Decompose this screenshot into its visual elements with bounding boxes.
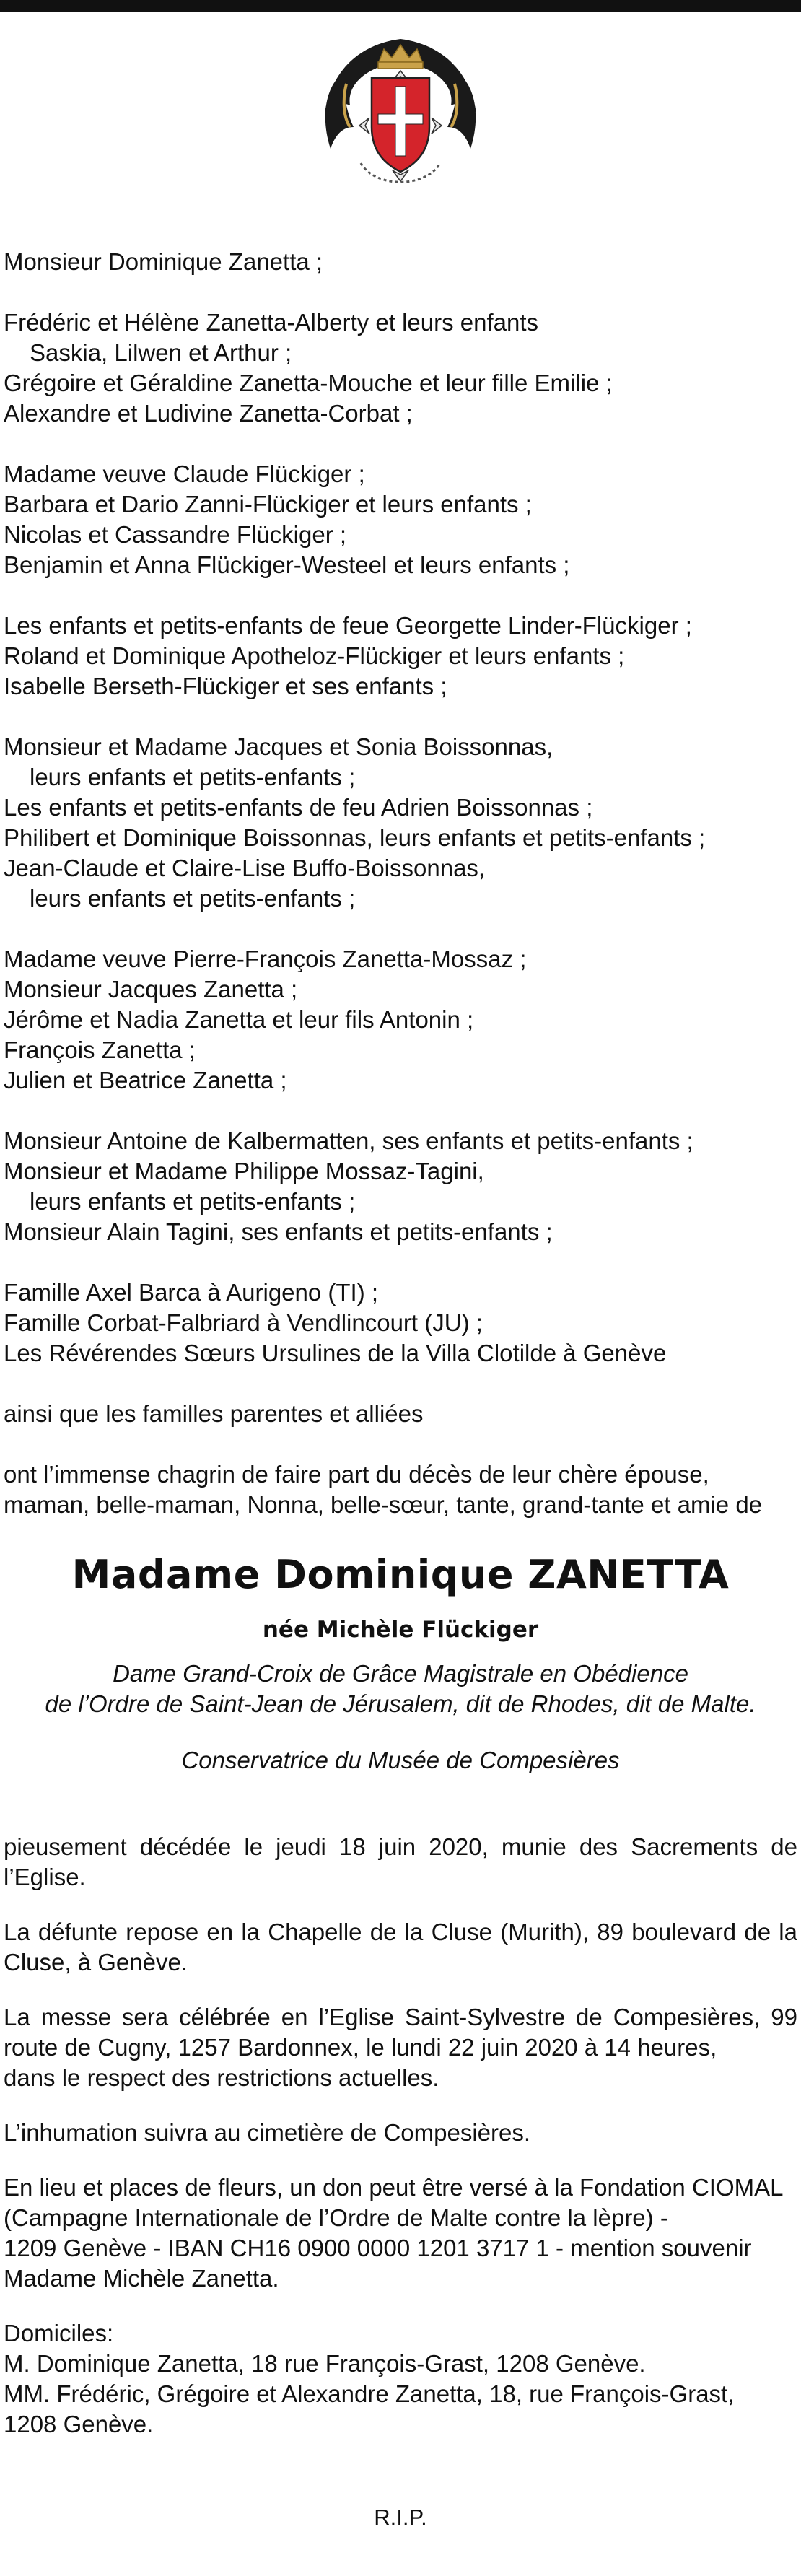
flowers-line: 1209 Genève - IBAN CH16 0900 0000 1201 3717 1 - mention souvenir <box>4 2235 752 2261</box>
announcement-line: maman, belle-maman, Nonna, belle-sœur, tante, grand-tante et amie de <box>4 1491 763 1518</box>
mourner-line: Monsieur Dominique Zanetta ; <box>4 248 323 275</box>
maiden-name: née Michèle Flückiger <box>262 1617 539 1643</box>
mourner-line: leurs enfants et petits-enfants ; <box>30 764 356 790</box>
domicile-line: MM. Frédéric, Grégoire et Alexandre Zanetta, 18, rue François-Grast, <box>4 2380 735 2407</box>
mourners-list <box>4 247 797 1520</box>
announcement-line: ont l’immense chagrin de faire part du décès de leur chère épouse, <box>4 1461 709 1488</box>
top-border <box>0 0 801 12</box>
flowers-line: En lieu et places de fleurs, un don peut être versé à la Fondation CIOMAL <box>4 2174 784 2201</box>
rip-closing: R.I.P. <box>374 2505 427 2530</box>
mourner-line: Famille Axel Barca à Aurigeno (TI) ; <box>4 1279 379 1306</box>
mourner-line: Jean-Claude et Claire-Lise Buffo-Boissonnas, <box>4 855 486 881</box>
mourner-line: Madame veuve Claude Flückiger ; <box>4 460 365 487</box>
mass-note: dans le respect des restrictions actuelles. <box>4 2064 439 2091</box>
flowers-line: (Campagne Internationale de l’Ordre de Malte contre la lèpre) - <box>4 2204 668 2231</box>
mourner-line: Alexandre et Ludivine Zanetta-Corbat ; <box>4 400 413 427</box>
honorific-line: de l’Ordre de Saint-Jean de Jérusalem, dit de Rhodes, dit de Malte. <box>45 1690 756 1717</box>
mourner-line: Famille Corbat-Falbriard à Vendlincourt (JU) ; <box>4 1309 483 1336</box>
mourner-line: Les Révérendes Sœurs Ursulines de la Villa Clotilde à Genève <box>4 1340 667 1366</box>
maltese-cross-coat-of-arms-icon <box>318 33 483 199</box>
domicile-line: 1208 Genève. <box>4 2411 154 2437</box>
mass-paragraph: La messe sera célébrée en l’Eglise Saint-Sylvestre de Compesières, 99 route de Cugny, 1257 Bardonnex, le lundi 22 juin 2020 à 14 heures, <box>4 2004 797 2061</box>
mourner-line: leurs enfants et petits-enfants ; <box>30 1188 356 1215</box>
mourner-line: Grégoire et Géraldine Zanetta-Mouche et leur fille Emilie ; <box>4 370 613 396</box>
mourner-line: Monsieur et Madame Jacques et Sonia Boissonnas, <box>4 733 553 760</box>
domiciles-label: Domiciles: <box>4 2320 114 2346</box>
mourner-line: Roland et Dominique Apotheloz-Flückiger et leurs enfants ; <box>4 642 625 669</box>
mourner-line: Les enfants et petits-enfants de feu Adrien Boissonnas ; <box>4 794 593 821</box>
flowers-line: Madame Michèle Zanetta. <box>4 2265 279 2292</box>
deceased-role: Conservatrice du Musée de Compesières <box>181 1747 620 1773</box>
mourner-line: Monsieur Antoine de Kalbermatten, ses enfants et petits-enfants ; <box>4 1127 693 1154</box>
mourner-line: Les enfants et petits-enfants de feue Georgette Linder-Flückiger ; <box>4 612 692 639</box>
honorific-line: Dame Grand-Croix de Grâce Magistrale en Obédience <box>113 1660 688 1687</box>
mourner-line: Monsieur Alain Tagini, ses enfants et petits-enfants ; <box>4 1218 553 1245</box>
burial-paragraph: L’inhumation suivra au cimetière de Compesières. <box>4 2119 531 2146</box>
death-paragraph: pieusement décédée le jeudi 18 juin 2020, munie des Sacrements de l’Eglise. <box>4 1833 797 1890</box>
domicile-line: M. Dominique Zanetta, 18 rue François-Grast, 1208 Genève. <box>4 2350 646 2377</box>
mourner-line: Jérôme et Nadia Zanetta et leur fils Antonin ; <box>4 1006 474 1033</box>
mourner-line: Benjamin et Anna Flückiger-Westeel et leurs enfants ; <box>4 551 570 578</box>
mourner-line: ainsi que les familles parentes et alliées <box>4 1400 424 1427</box>
mourner-line: François Zanetta ; <box>4 1036 196 1063</box>
mourner-line: leurs enfants et petits-enfants ; <box>30 885 356 912</box>
mourner-line: Isabelle Berseth-Flückiger et ses enfants ; <box>4 673 447 699</box>
mourner-line: Madame veuve Pierre-François Zanetta-Mossaz ; <box>4 946 527 972</box>
deceased-name: Madame Dominique ZANETTA <box>71 1552 730 1597</box>
mourner-line: Monsieur Jacques Zanetta ; <box>4 976 298 1003</box>
mourner-line: Monsieur et Madame Philippe Mossaz-Tagini, <box>4 1158 484 1184</box>
mourner-line: Saskia, Lilwen et Arthur ; <box>30 339 292 366</box>
mourner-line: Frédéric et Hélène Zanetta-Alberty et leurs enfants <box>4 309 539 336</box>
mourner-line: Julien et Beatrice Zanetta ; <box>4 1067 287 1093</box>
details-section <box>4 1832 797 2440</box>
rest-paragraph: La défunte repose en la Chapelle de la Cluse (Murith), 89 boulevard de la Cluse, à Genève. <box>4 1918 797 1975</box>
mourner-line: Philibert et Dominique Boissonnas, leurs enfants et petits-enfants ; <box>4 824 706 851</box>
honorific-title <box>0 1659 801 1719</box>
mourner-line: Nicolas et Cassandre Flückiger ; <box>4 521 347 548</box>
mourner-line: Barbara et Dario Zanni-Flückiger et leurs enfants ; <box>4 491 532 518</box>
